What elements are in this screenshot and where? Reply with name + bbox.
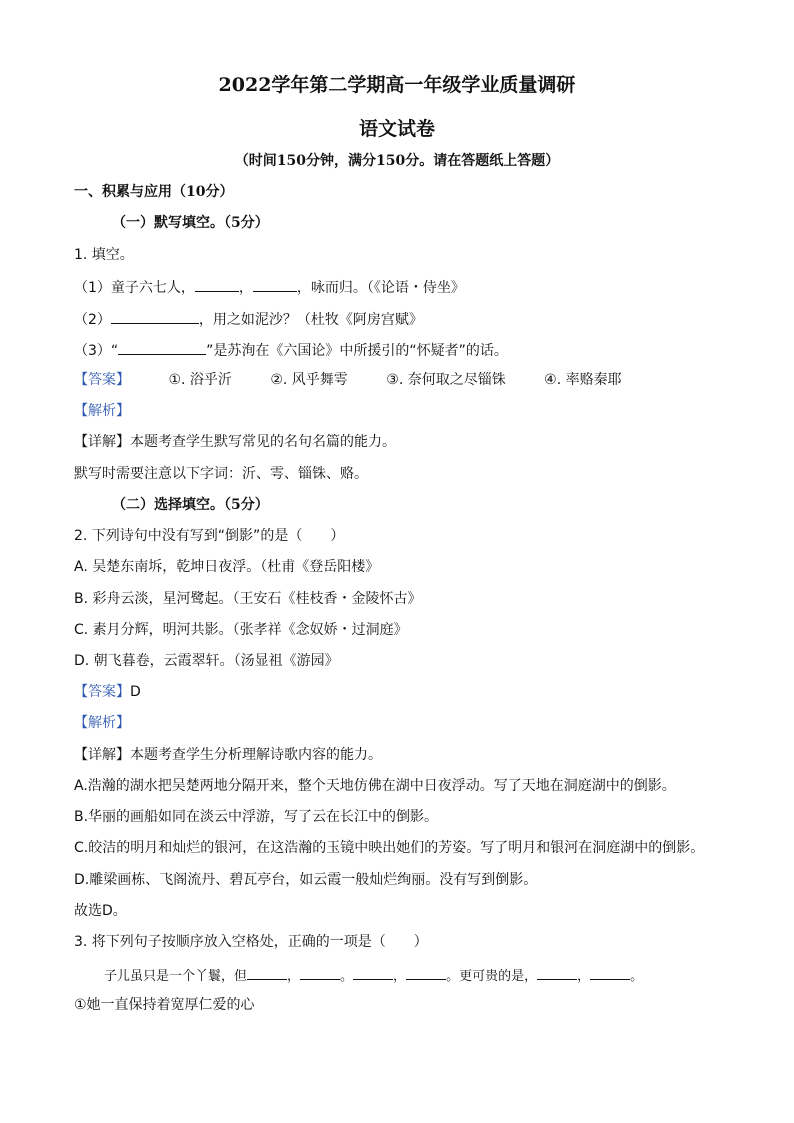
q3-comma-1: ， [287, 969, 301, 984]
blank-9 [537, 965, 577, 980]
q3-comma-3: ， [577, 969, 591, 984]
q1-item1 [74, 277, 465, 297]
blank-3 [111, 309, 199, 324]
q3-passage [104, 965, 643, 986]
q3-passage-a: 子儿虽只是一个丫鬟，但 [104, 969, 248, 984]
q2-answer-value: D [130, 684, 141, 700]
blank-2 [253, 277, 297, 292]
q2-explanation-b: B.华丽的画船如同在淡云中浮游，写了云在长江中的倒影。 [74, 809, 439, 825]
q1-analysis-label: 【解析】 [74, 403, 130, 419]
q1-item2-text-b: ，用之如泥沙？（杜牧《阿房宫赋》 [198, 312, 423, 328]
q3-comma-2: ， [393, 969, 407, 984]
q1-item3 [74, 340, 508, 360]
q3-stem: 3. 将下列句子按顺序放入空格处，正确的一项是（ ） [74, 934, 428, 950]
q2-detail: 【详解】本题考查学生分析理解诗歌内容的能力。 [74, 747, 382, 763]
exam-title: 2022学年第二学期高一年级学业质量调研 [218, 74, 576, 96]
q2-explanation-d: D.雕梁画栋、飞阁流丹、碧瓦亭台，如云霞一般灿烂绚丽。没有写到倒影。 [74, 872, 538, 888]
q2-option-b: B. 彩舟云淡，星河鹭起。（王安石《桂枝香・金陵怀古》 [74, 591, 422, 607]
q2-answer [74, 683, 141, 701]
q2-explanation-c: C.皎洁的明月和灿烂的银河，在这浩瀚的玉镜中映出她们的芳姿。写了明月和银河在洞庭湖中的倒影。 [74, 840, 705, 856]
q1-detail: 【详解】本题考查学生默写常见的名句名篇的能力。 [74, 434, 396, 450]
q3-passage-b: 。更可贵的是， [446, 969, 538, 984]
q1-item1-sep: ， [238, 280, 253, 296]
q1-answer-2: ②. 风乎舞雩 [270, 372, 348, 388]
answer-label: 【答案】 [74, 372, 130, 388]
q2-option-c: C. 素月分辉，明河共影。（张孝祥《念奴娇・过洞庭》 [74, 622, 408, 638]
q1-answer-3: ③. 奈何取之尽锱铢 [386, 372, 506, 388]
blank-7 [353, 965, 393, 980]
q2-option-a: A. 吴楚东南坼，乾坤日夜浮。（杜甫《登岳阳楼》 [74, 559, 380, 575]
q1-item1-text-a: （1）童子六七人， [74, 280, 195, 296]
q1-item1-text-b: ，咏而归。（《论语・侍坐》 [296, 280, 465, 296]
q1-answer [74, 371, 622, 389]
q2-answer-label: 【答案】 [74, 684, 130, 700]
q1-item3-text-b: ”是苏洵在《六国论》中所援引的“怀疑者”的话。 [206, 343, 508, 359]
blank-8 [406, 965, 446, 980]
q3-item-1: ①她一直保持着宽厚仁爱的心 [74, 997, 255, 1013]
q2-option-d: D. 朝飞暮卷，云霞翠轩。（汤显祖《游园》 [74, 653, 339, 669]
part2-heading: （二）选择填空。（5分） [112, 497, 269, 513]
blank-10 [590, 965, 630, 980]
q1-item2-text-a: （2） [74, 312, 111, 328]
part1-heading: （一）默写填空。（5分） [112, 215, 269, 231]
q3-period-1: 。 [340, 969, 354, 984]
q1-note: 默写时需要注意以下字词：沂、雩、锱铢、赂。 [74, 466, 368, 482]
blank-1 [195, 277, 239, 292]
q2-explanation-a: A.浩瀚的湖水把吴楚两地分隔开来，整个天地仿佛在湖中日夜浮动。写了天地在洞庭湖中的倒影。 [74, 778, 676, 794]
q3-period-2: 。 [630, 969, 644, 984]
blank-5 [247, 965, 287, 980]
section-heading: 一、积累与应用（10分） [74, 184, 234, 200]
exam-subject: 语文试卷 [358, 118, 435, 140]
q2-stem: 2. 下列诗句中没有写到“倒影”的是（ ） [74, 528, 345, 544]
q2-conclusion: 故选D。 [74, 903, 127, 919]
q1-item2 [74, 309, 423, 329]
q1-answer-1: ①. 浴乎沂 [168, 372, 232, 388]
exam-note: （时间150分钟，满分150分。请在答题纸上答题） [234, 153, 560, 169]
q2-analysis-label: 【解析】 [74, 715, 130, 731]
q1-item3-text-a: （3）“ [74, 343, 119, 359]
blank-4 [118, 340, 206, 355]
q1-stem: 1. 填空。 [74, 247, 134, 263]
q1-answer-4: ④. 率赂秦耶 [544, 372, 622, 388]
blank-6 [300, 965, 340, 980]
